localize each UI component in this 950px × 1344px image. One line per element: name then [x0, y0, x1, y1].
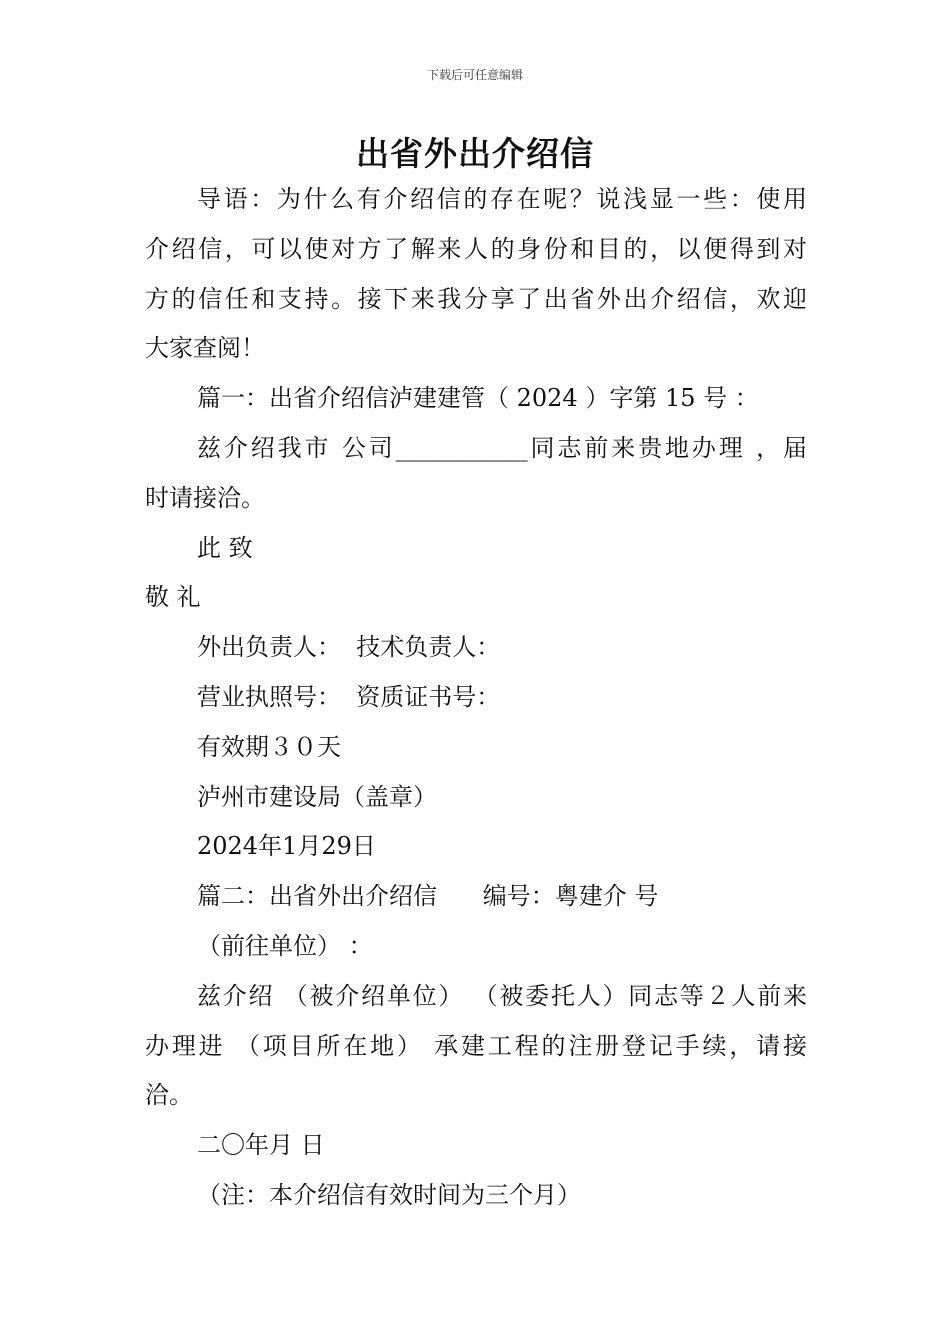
part1-issuer: 泸州市建设局（盖章） [197, 782, 437, 811]
part2-body-line-2: 办理进 （项目所在地） 承建工程的注册登记手续，请接 [145, 1031, 807, 1060]
intro-line-1: 导语：为什么有介绍信的存在呢？说浅显一些：使用 [197, 185, 807, 213]
intro-line-4: 大家查阅！ [145, 334, 265, 363]
part1-heading: 篇一：出省介绍信泸建建管（ 2024 ）字第 15 号 ： [197, 384, 759, 413]
header-note: 下载后可任意编辑 [426, 68, 523, 82]
part1-license: 营业执照号： 资质证书号： [197, 682, 501, 711]
part2-body-line-3: 洽。 [145, 1081, 193, 1110]
part1-date: 2024年1月29日 [197, 832, 376, 861]
part2-note: （注：本介绍信有效时间为三个月） [197, 1180, 581, 1209]
part1-salute-1: 此 致 [197, 533, 253, 562]
part1-validity: 有效期３０天 [197, 732, 341, 761]
intro-line-3: 方的信任和支持。接下来我分享了出省外出介绍信，欢迎 [145, 284, 807, 313]
part2-heading: 篇二：出省外出介绍信 编号：粤建介 号 [197, 882, 659, 911]
part1-salute-2: 敬 礼 [145, 583, 201, 612]
part2-body-line-1: 兹介绍 （被介绍单位） （被委托人）同志等２人前来 [197, 981, 807, 1010]
intro-line-2: 介绍信，可以使对方了解来人的身份和目的，以便得到对 [145, 234, 807, 263]
document-title: 出省外出介绍信 [356, 134, 594, 173]
part1-body-line-2: 时请接洽。 [145, 483, 265, 512]
part2-recipient: （前往单位） ： [197, 931, 373, 960]
part2-date: 二〇年月 日 [197, 1131, 325, 1160]
part1-responsible: 外出负责人： 技术负责人： [197, 633, 501, 662]
document-body [145, 175, 807, 1221]
part1-body-line-1: 兹介绍我市 公司___________同志前来贵地办理 ，届 [197, 433, 807, 462]
